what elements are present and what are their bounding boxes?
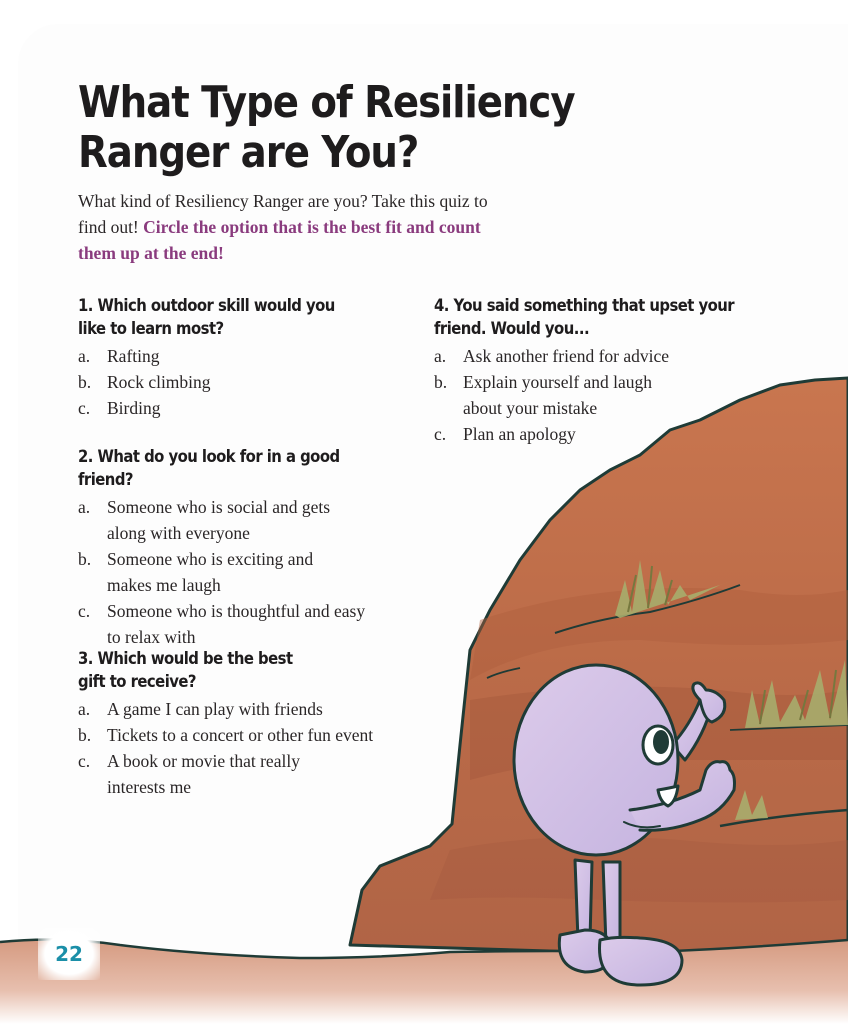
option-letter: c. — [78, 601, 91, 621]
option-text: Someone who is social and gets along with everyone — [107, 497, 331, 543]
option-letter: c. — [78, 751, 91, 771]
option-letter: b. — [78, 725, 92, 745]
option-4c[interactable] — [434, 421, 754, 447]
option-1a[interactable] — [78, 343, 398, 369]
option-text: Plan an apology — [463, 424, 576, 444]
option-text: Ask another friend for advice — [463, 346, 670, 366]
option-text: A game I can play with friends — [107, 699, 323, 719]
intro-instruction: Circle the option that is the best fit and count them up at the end! — [78, 217, 481, 263]
option-text: A book or movie that really interests me — [107, 751, 300, 797]
option-3b[interactable] — [78, 722, 418, 748]
intro-text — [78, 188, 518, 266]
option-text: Someone who is thoughtful and easy to relax with — [107, 601, 366, 647]
option-list — [78, 343, 398, 421]
option-list — [434, 343, 754, 447]
page-title — [78, 78, 606, 178]
option-2a[interactable] — [78, 494, 338, 546]
option-letter: a. — [434, 346, 447, 366]
question-title: 1. Which outdoor skill would you like to learn most? — [78, 296, 335, 338]
option-4b[interactable] — [434, 369, 694, 421]
option-text: Tickets to a concert or other fun event — [107, 725, 374, 745]
ground-icon — [0, 940, 848, 1024]
question-title: 2. What do you look for in a good friend? — [78, 447, 340, 489]
option-text: Rock climbing — [107, 372, 211, 392]
option-letter: c. — [434, 424, 447, 444]
option-3a[interactable] — [78, 696, 418, 722]
option-1c[interactable] — [78, 395, 398, 421]
option-3c[interactable] — [78, 748, 308, 800]
option-letter: b. — [78, 372, 92, 392]
question-1 — [78, 294, 398, 421]
option-text: Rafting — [107, 346, 160, 366]
option-letter: a. — [78, 346, 91, 366]
option-text: Birding — [107, 398, 161, 418]
question-title: 4. You said something that upset your friend. Would you... — [434, 296, 735, 338]
question-2 — [78, 445, 418, 650]
option-4a[interactable] — [434, 343, 754, 369]
option-letter: a. — [78, 699, 91, 719]
title-line-1: What Type of Resiliency — [78, 77, 575, 128]
option-letter: b. — [434, 372, 448, 392]
option-2b[interactable] — [78, 546, 318, 598]
option-text: Someone who is exciting and makes me laugh — [107, 549, 314, 595]
option-2c[interactable] — [78, 598, 378, 650]
option-1b[interactable] — [78, 369, 398, 395]
question-4 — [434, 294, 754, 447]
question-title: 3. Which would be the best gift to receive? — [78, 649, 293, 691]
title-line-2: Ranger are You? — [78, 127, 419, 178]
option-letter: c. — [78, 398, 91, 418]
option-list — [78, 696, 418, 800]
question-3 — [78, 647, 418, 800]
option-text: Explain yourself and laugh about your mistake — [463, 372, 653, 418]
option-list — [78, 494, 418, 650]
intro-plain: What kind of Resiliency Ranger are you? Take this quiz to find out! — [78, 191, 488, 237]
page-number: 22 — [38, 928, 100, 980]
option-letter: b. — [78, 549, 92, 569]
option-letter: a. — [78, 497, 91, 517]
